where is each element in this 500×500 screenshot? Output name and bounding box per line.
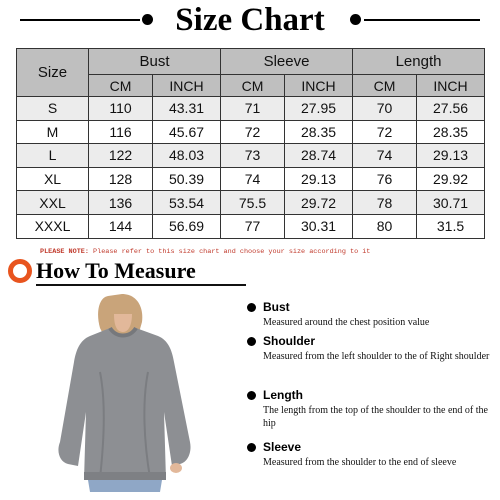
measure-item-sleeve <box>247 440 497 469</box>
table-row <box>17 97 485 121</box>
title-dot-right <box>350 14 361 25</box>
size-note <box>40 248 490 256</box>
measure-label: Bust <box>263 300 290 314</box>
measure-item-shoulder <box>247 334 497 363</box>
length-inch-cell: 27.56 <box>417 97 485 121</box>
measure-description: Measured from the shoulder to the end of sleeve <box>263 457 457 468</box>
length-inch-cell: 30.71 <box>417 191 485 215</box>
measure-description: Measured from the left shoulder to the of Right shoulder <box>263 351 490 362</box>
bust-inch-cell: 43.31 <box>153 97 221 121</box>
title-banner <box>0 2 500 38</box>
bust-header: Bust <box>89 49 221 75</box>
bust-cm-cell: 122 <box>89 144 153 168</box>
bust-inch-cell: 45.67 <box>153 120 221 144</box>
sweater-photo <box>40 292 210 492</box>
title-rule-right <box>364 19 480 21</box>
size-cell: XXXL <box>17 214 89 238</box>
length-cm-cell: 78 <box>353 191 417 215</box>
bust-inch-cell: 50.39 <box>153 167 221 191</box>
length-header: Length <box>353 49 485 75</box>
sleeve-cm-header: CM <box>221 75 285 97</box>
note-text: Please refer to this size chart and choose your size according to it <box>88 248 371 256</box>
sleeve-inch-header: INCH <box>285 75 353 97</box>
table-row <box>17 191 485 215</box>
page-title: Size Chart <box>175 2 325 38</box>
measure-item-bust <box>247 300 497 329</box>
bust-cm-cell: 136 <box>89 191 153 215</box>
sleeve-inch-cell: 30.31 <box>285 214 353 238</box>
bust-cm-cell: 116 <box>89 120 153 144</box>
sleeve-cm-cell: 72 <box>221 120 285 144</box>
sleeve-cm-cell: 73 <box>221 144 285 168</box>
measure-description: Measured around the chest position value <box>263 317 430 328</box>
bust-cm-header: CM <box>89 75 153 97</box>
length-cm-cell: 70 <box>353 97 417 121</box>
table-row <box>17 120 485 144</box>
bullet-icon <box>247 303 256 312</box>
size-cell: S <box>17 97 89 121</box>
bullet-icon <box>247 337 256 346</box>
length-cm-cell: 74 <box>353 144 417 168</box>
length-cm-cell: 72 <box>353 120 417 144</box>
table-row <box>17 214 485 238</box>
sleeve-cm-cell: 74 <box>221 167 285 191</box>
length-inch-cell: 29.13 <box>417 144 485 168</box>
size-cell: M <box>17 120 89 144</box>
how-to-measure-title: How To Measure <box>36 258 196 283</box>
sleeve-header: Sleeve <box>221 49 353 75</box>
bust-inch-cell: 48.03 <box>153 144 221 168</box>
length-inch-header: INCH <box>417 75 485 97</box>
measure-item-length <box>247 388 497 430</box>
sleeve-inch-cell: 28.35 <box>285 120 353 144</box>
size-cell: XL <box>17 167 89 191</box>
size-cell: L <box>17 144 89 168</box>
sleeve-inch-cell: 27.95 <box>285 97 353 121</box>
measure-description: The length from the top of the shoulder to the end of the hip <box>263 405 488 429</box>
length-cm-header: CM <box>353 75 417 97</box>
bust-inch-cell: 56.69 <box>153 214 221 238</box>
length-inch-cell: 28.35 <box>417 120 485 144</box>
sleeve-cm-cell: 77 <box>221 214 285 238</box>
length-inch-cell: 29.92 <box>417 167 485 191</box>
sleeve-inch-cell: 29.72 <box>285 191 353 215</box>
length-cm-cell: 80 <box>353 214 417 238</box>
sleeve-inch-cell: 29.13 <box>285 167 353 191</box>
size-cell: XXL <box>17 191 89 215</box>
measure-label: Shoulder <box>263 334 316 348</box>
how-to-measure-underline <box>36 284 246 286</box>
bust-cm-cell: 110 <box>89 97 153 121</box>
bust-cm-cell: 128 <box>89 167 153 191</box>
ring-icon <box>8 259 32 283</box>
bullet-icon <box>247 391 256 400</box>
measure-label: Sleeve <box>263 440 302 454</box>
bust-inch-cell: 53.54 <box>153 191 221 215</box>
table-row <box>17 167 485 191</box>
size-header: Size <box>17 49 89 97</box>
bullet-icon <box>247 443 256 452</box>
measure-label: Length <box>263 388 303 402</box>
sleeve-cm-cell: 71 <box>221 97 285 121</box>
size-table <box>16 48 485 239</box>
length-cm-cell: 76 <box>353 167 417 191</box>
sleeve-cm-cell: 75.5 <box>221 191 285 215</box>
sleeve-inch-cell: 28.74 <box>285 144 353 168</box>
bust-inch-header: INCH <box>153 75 221 97</box>
note-label: PLEASE NOTE: <box>40 248 89 256</box>
table-row <box>17 144 485 168</box>
length-inch-cell: 31.5 <box>417 214 485 238</box>
bust-cm-cell: 144 <box>89 214 153 238</box>
